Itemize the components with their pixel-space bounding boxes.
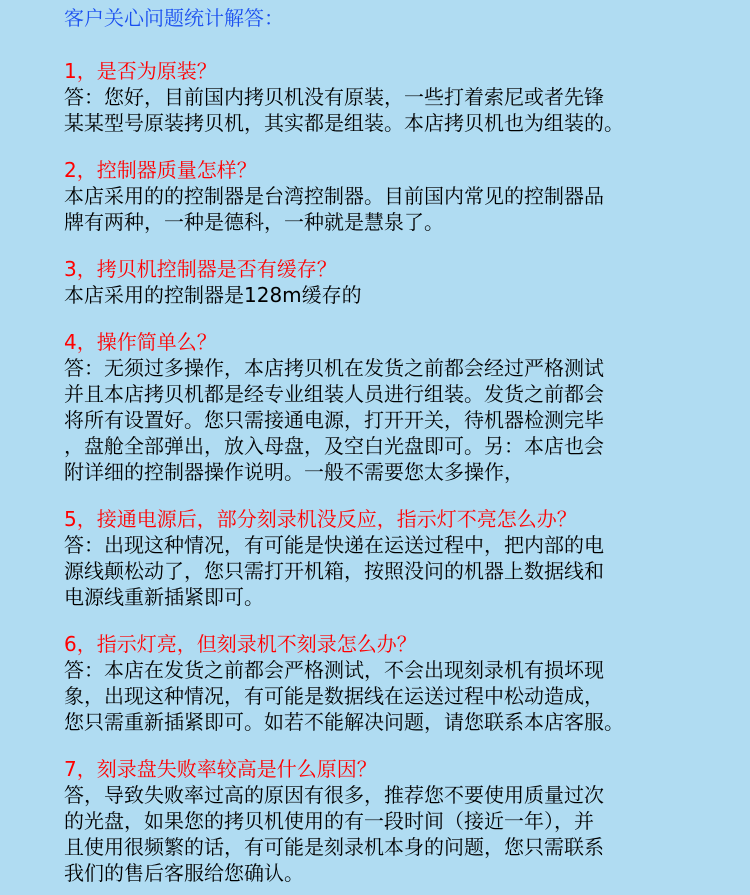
- faq-item: [64, 631, 742, 735]
- faq-answer: [64, 84, 742, 136]
- faq-answer-line: 牌有两种，一种是德科，一种就是慧泉了。: [64, 210, 444, 234]
- faq-question: 7，刻录盘失败率较高是什么原因？: [64, 757, 377, 781]
- faq-answer-line: 本店采用的控制器是128m缓存的: [64, 283, 362, 307]
- page-title: 客户关心问题统计解答：: [64, 6, 284, 30]
- faq-item: [64, 58, 742, 136]
- faq-answer: [64, 532, 742, 610]
- faq-answer-line: 您只需重新插紧即可。如若不能解决问题，请您联系本店客服。: [64, 710, 624, 734]
- faq-answer: [64, 657, 742, 735]
- faq-item: [64, 256, 742, 308]
- faq-answer: [64, 782, 742, 886]
- faq-item: [64, 506, 742, 610]
- faq-item: [64, 329, 742, 485]
- faq-answer-line: 答：无须过多操作，本店拷贝机在发货之前都会经过严格测试: [64, 356, 604, 380]
- faq-answer-line: 我们的售后客服给您确认。: [64, 861, 304, 885]
- faq-answer-line: 答：出现这种情况，有可能是快递在运送过程中，把内部的电: [64, 533, 604, 557]
- faq-answer-line: 象，出现这种情况，有可能是数据线在运送过程中松动造成，: [64, 684, 604, 708]
- faq-answer-line: 电源线重新插紧即可。: [64, 585, 264, 609]
- faq-answer-line: 并且本店拷贝机都是经专业组装人员进行组装。发货之前都会: [64, 382, 604, 406]
- faq-question: 5，接通电源后，部分刻录机没反应，指示灯不亮怎么办？: [64, 507, 577, 531]
- faq-item: [64, 756, 742, 886]
- faq-answer-line: ，盘舱全部弹出，放入母盘，及空白光盘即可。另：本店也会: [64, 434, 604, 458]
- faq-answer-line: 且使用很频繁的话，有可能是刻录机本身的问题，您只需联系: [64, 835, 604, 859]
- faq-question: 6，指示灯亮，但刻录机不刻录怎么办？: [64, 632, 417, 656]
- faq-question: 3，拷贝机控制器是否有缓存？: [64, 257, 337, 281]
- faq-item: [64, 157, 742, 235]
- faq-answer-line: 某某型号原装拷贝机，其实都是组装。本店拷贝机也为组装的。: [64, 111, 624, 135]
- faq-answer-line: 将所有设置好。您只需接通电源，打开开关，待机器检测完毕: [64, 408, 604, 432]
- faq-answer-line: 答：本店在发货之前都会严格测试，不会出现刻录机有损坏现: [64, 658, 604, 682]
- faq-answer: [64, 183, 742, 235]
- faq-question: 4，操作简单么？: [64, 330, 217, 354]
- faq-answer-line: 的光盘，如果您的拷贝机使用的有一段时间（接近一年），并: [64, 809, 594, 833]
- faq-list: [64, 58, 742, 886]
- faq-answer-line: 源线颠松动了，您只需打开机箱，按照没问的机器上数据线和: [64, 559, 604, 583]
- faq-answer-line: 答，导致失败率过高的原因有很多，推荐您不要使用质量过次: [64, 783, 604, 807]
- faq-question: 2，控制器质量怎样？: [64, 158, 257, 182]
- faq-answer-line: 答：您好，目前国内拷贝机没有原装，一些打着索尼或者先锋: [64, 85, 604, 109]
- faq-answer-line: 附详细的控制器操作说明。一般不需要您太多操作，: [64, 460, 524, 484]
- faq-question: 1，是否为原装？: [64, 59, 217, 83]
- faq-answer: [64, 355, 742, 485]
- faq-answer: [64, 282, 742, 308]
- faq-answer-line: 本店采用的的控制器是台湾控制器。目前国内常见的控制器品: [64, 184, 604, 208]
